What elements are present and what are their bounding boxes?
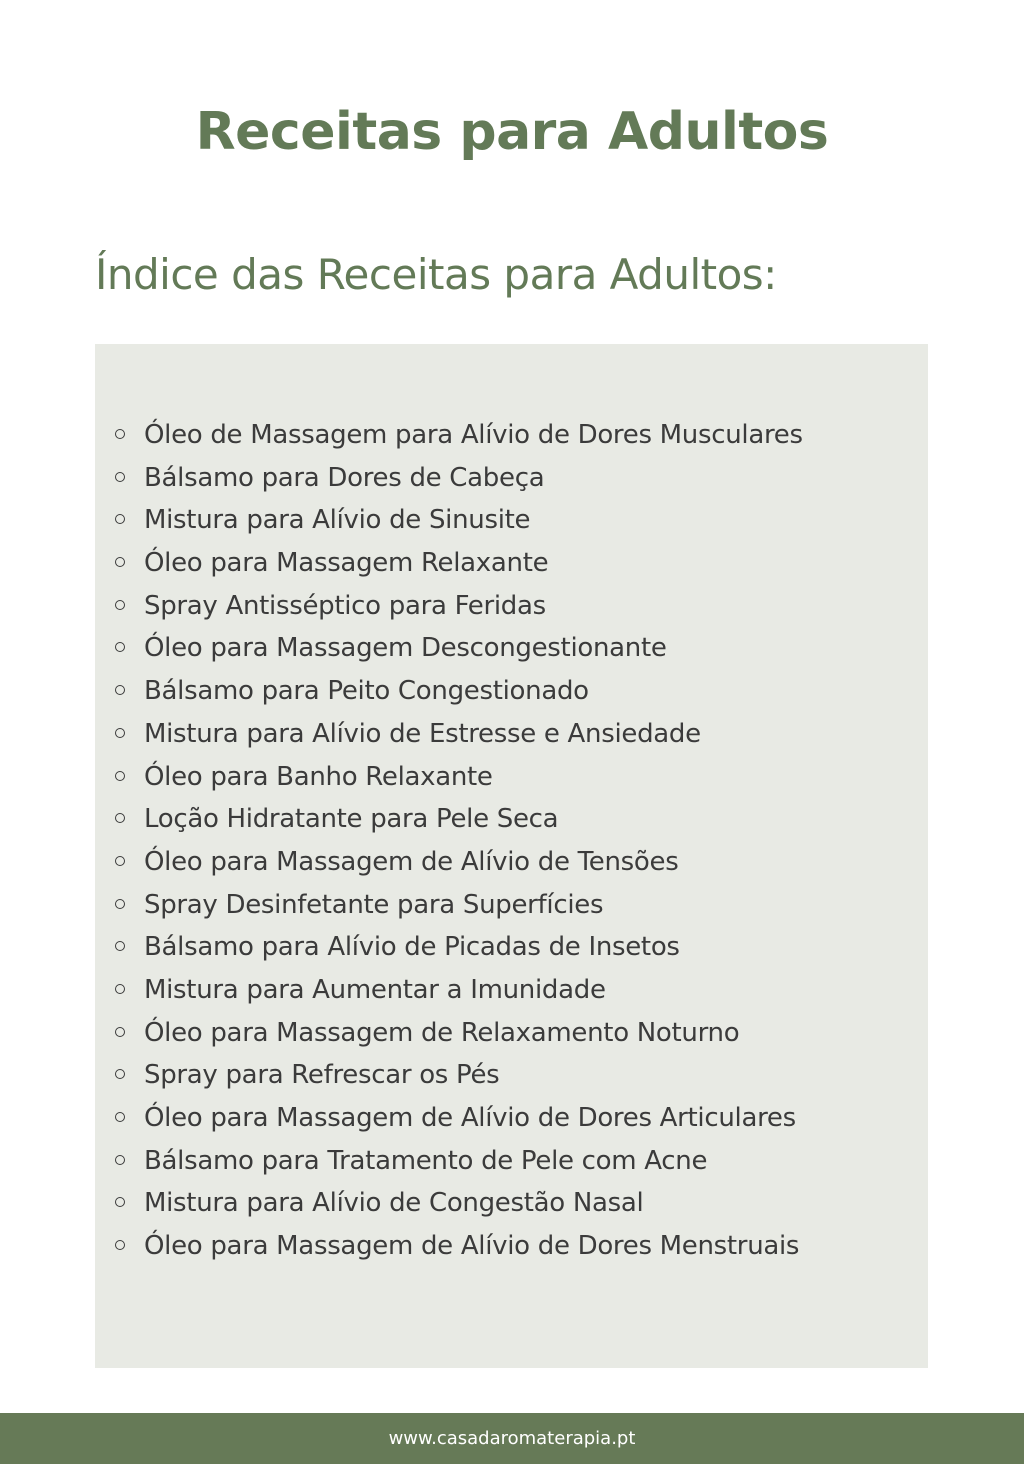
recipe-name: Spray Desinfetante para Superfícies	[144, 889, 604, 920]
list-item	[95, 969, 928, 1012]
recipe-name: Mistura para Alívio de Sinusite	[144, 505, 531, 536]
list-item	[95, 1225, 928, 1268]
list-item	[95, 542, 928, 585]
list-item	[95, 457, 928, 500]
recipe-name: Bálsamo para Alívio de Picadas de Insetos	[144, 932, 680, 963]
bullet-icon	[115, 899, 125, 909]
bullet-icon	[115, 514, 125, 524]
recipe-name: Óleo para Massagem Relaxante	[144, 548, 549, 579]
list-item	[95, 884, 928, 927]
recipe-name: Óleo para Banho Relaxante	[144, 761, 493, 792]
bullet-icon	[115, 1155, 125, 1165]
bullet-icon	[115, 1112, 125, 1122]
recipe-name: Loção Hidratante para Pele Seca	[144, 804, 559, 835]
recipe-name: Óleo para Massagem de Alívio de Tensões	[144, 846, 679, 877]
list-item	[95, 798, 928, 841]
bullet-icon	[115, 813, 125, 823]
recipe-name: Bálsamo para Dores de Cabeça	[144, 462, 545, 493]
bullet-icon	[115, 1069, 125, 1079]
bullet-icon	[115, 685, 125, 695]
recipe-name: Mistura para Aumentar a Imunidade	[144, 974, 606, 1005]
recipe-name: Bálsamo para Peito Congestionado	[144, 676, 589, 707]
recipe-name: Spray Antisséptico para Feridas	[144, 590, 546, 621]
recipe-name: Óleo para Massagem de Alívio de Dores Menstruais	[144, 1231, 800, 1262]
recipe-name: Óleo de Massagem para Alívio de Dores Musculares	[144, 420, 803, 450]
bullet-icon	[115, 429, 125, 439]
list-item	[95, 841, 928, 884]
bullet-icon	[115, 472, 125, 482]
list-item	[95, 627, 928, 670]
bullet-icon	[115, 984, 125, 994]
list-item	[95, 1140, 928, 1183]
list-item	[95, 1012, 928, 1055]
bullet-icon	[115, 1240, 125, 1250]
recipe-name: Óleo para Massagem Descongestionante	[144, 633, 667, 664]
list-item	[95, 713, 928, 756]
bullet-icon	[115, 1027, 125, 1037]
page-title: Receitas para Adultos	[195, 102, 829, 162]
recipe-name: Óleo para Massagem de Alívio de Dores Articulares	[144, 1103, 796, 1133]
recipe-name: Óleo para Massagem de Relaxamento Noturno	[144, 1017, 740, 1048]
footer-website-link[interactable]: www.casadaromaterapia.pt	[388, 1428, 636, 1449]
bullet-icon	[115, 1197, 125, 1207]
recipe-list	[95, 414, 928, 1268]
recipe-name: Spray para Refrescar os Pés	[144, 1060, 500, 1091]
footer-bar	[0, 1413, 1024, 1464]
list-item	[95, 670, 928, 713]
list-item	[95, 926, 928, 969]
recipe-name: Mistura para Alívio de Congestão Nasal	[144, 1188, 644, 1219]
list-item	[95, 1054, 928, 1097]
bullet-icon	[115, 600, 125, 610]
bullet-icon	[115, 728, 125, 738]
list-item	[95, 1182, 928, 1225]
bullet-icon	[115, 642, 125, 652]
list-item	[95, 499, 928, 542]
bullet-icon	[115, 856, 125, 866]
section-heading: Índice das Receitas para Adultos:	[95, 250, 777, 299]
recipe-name: Mistura para Alívio de Estresse e Ansiedade	[144, 718, 701, 749]
bullet-icon	[115, 941, 125, 951]
list-item	[95, 756, 928, 799]
list-item	[95, 585, 928, 628]
bullet-icon	[115, 771, 125, 781]
bullet-icon	[115, 557, 125, 567]
list-item	[95, 1097, 928, 1140]
list-item	[95, 414, 928, 457]
recipe-index-box	[95, 344, 928, 1368]
recipe-name: Bálsamo para Tratamento de Pele com Acne	[144, 1145, 708, 1176]
